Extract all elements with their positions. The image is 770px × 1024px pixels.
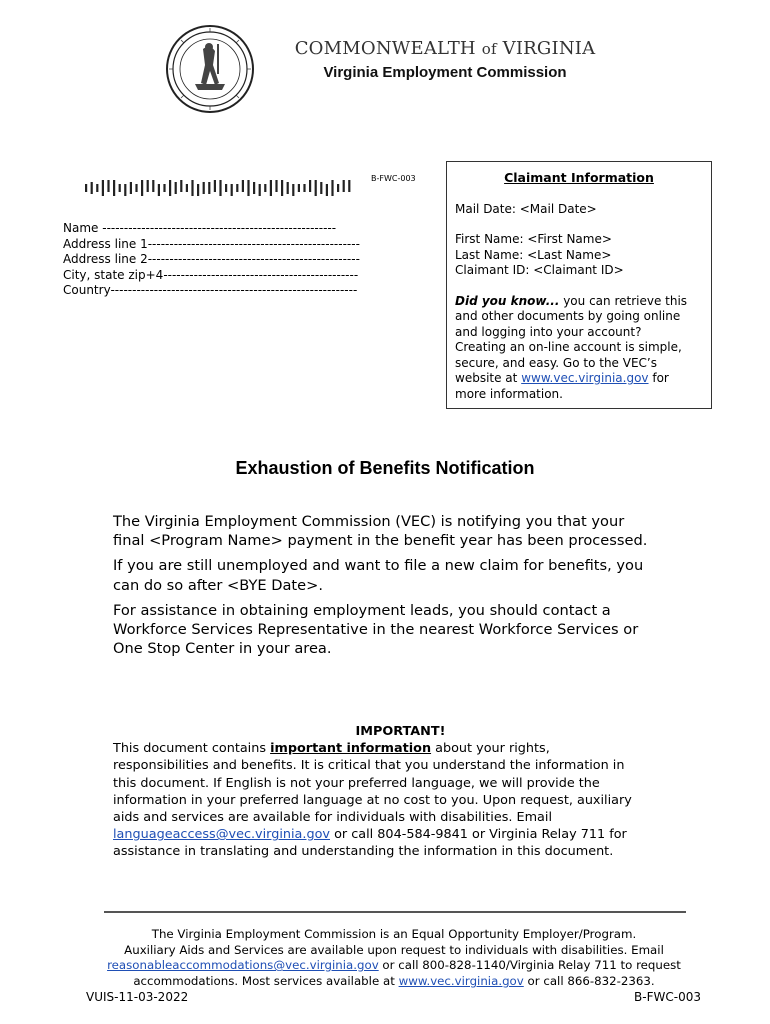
important-text: This document contains (113, 741, 271, 757)
footer-line-3 (80, 958, 708, 974)
commonwealth-heading (280, 38, 610, 59)
important-text: about your rights, (431, 741, 550, 757)
claimant-info-box (446, 161, 712, 409)
state-word: VIRGINIA (502, 38, 596, 59)
address-block (63, 221, 443, 299)
body-line: If you are still unemployed and want to file a new claim for benefits, you (113, 557, 644, 575)
footer-text (80, 927, 708, 989)
last-name: Last Name: <Last Name> (455, 247, 612, 262)
tip-line-2: and other documents by going online (455, 309, 681, 323)
address-label: City, state zip+4 (63, 267, 164, 282)
accommodations-email-link[interactable]: reasonableaccommodations@vec.virginia.gov (107, 958, 379, 973)
of-word: of (481, 40, 497, 58)
address-name-line (63, 221, 443, 237)
address-dashes: ------------------------------------------------- (147, 252, 360, 266)
important-line-4: information in your preferred language at no cost to you. Upon request, auxiliary (113, 792, 632, 808)
address-label: Address line 2 (63, 252, 148, 266)
tip-text: you can retrieve this (559, 293, 688, 308)
tip-line-1 (455, 294, 703, 310)
footer-line-1: The Virginia Employment Commission is an Equal Opportunity Employer/Program. (151, 927, 637, 941)
virginia-state-seal-icon (165, 24, 255, 114)
first-name: First Name: <First Name> (455, 232, 612, 246)
commonwealth-word: COMMONWEALTH (294, 38, 476, 59)
footer-line-4 (80, 974, 708, 990)
form-code-bottom: B-FWC-003 (634, 990, 701, 1004)
important-line-2: responsibilities and benefits. It is critical that you understand the information in (113, 758, 625, 774)
footer-divider (104, 911, 686, 913)
important-line-6 (113, 826, 688, 843)
barcode-icon (84, 180, 364, 196)
agency-name: Virginia Employment Commission (323, 64, 567, 81)
paragraph-1 (113, 512, 688, 550)
tip-line-5: secure, and easy. Go to the VEC’s (455, 355, 657, 370)
important-line-1 (113, 740, 688, 757)
document-title: Exhaustion of Benefits Notification (235, 458, 535, 478)
footer-text: or call 866-832-2363. (523, 973, 655, 988)
footer-line-2: Auxiliary Aids and Services are available upon request to individuals with disabilities. Email (124, 942, 664, 957)
address-label: Address line 1 (63, 236, 148, 251)
important-heading: IMPORTANT! (355, 724, 446, 739)
vec-website-link[interactable]: www.vec.virginia.gov (521, 371, 649, 385)
form-version-code: VUIS-11-03-2022 (86, 990, 189, 1004)
address-label: Name (63, 221, 99, 235)
footer-text: accommodations. Most services available at (133, 973, 399, 988)
address-label: Country (63, 283, 111, 297)
tip-line-6 (455, 371, 703, 387)
paragraph-3 (113, 601, 688, 659)
notification-body (113, 512, 688, 664)
important-information-emphasis: important information (270, 741, 432, 757)
body-line: can do so after <BYE Date>. (113, 576, 323, 594)
address-dashes: ------------------------------------------------- (147, 236, 360, 251)
form-code-top: B-FWC-003 (371, 174, 416, 183)
did-you-know: Did you know... (455, 293, 560, 308)
claimant-id: Claimant ID: <Claimant ID> (455, 263, 624, 277)
tip-text: for (648, 371, 669, 385)
address-line-1 (63, 237, 443, 253)
address-dashes: --------------------------------------------- (163, 267, 359, 282)
mail-date: Mail Date: <Mail Date> (455, 201, 597, 216)
footer-text: or call 800-828-1140/Virginia Relay 711 to request (378, 958, 681, 973)
important-line-7: assistance in translating and understanding the information in this document. (113, 844, 614, 860)
footer-vec-website-link[interactable]: www.vec.virginia.gov (398, 973, 524, 988)
language-access-email-link[interactable]: languageaccess@vec.virginia.gov (113, 827, 330, 843)
tip-line-7: more information. (455, 386, 563, 401)
body-line: For assistance in obtaining employment leads, you should contact a (113, 601, 611, 619)
body-line: Workforce Services Representative in the nearest Workforce Services or (113, 621, 639, 639)
important-text: or call 804-584-9841 or Virginia Relay 711 for (330, 827, 627, 843)
address-city-line (63, 268, 443, 284)
important-line-5: aids and services are available for individuals with disabilities. Email (113, 810, 553, 826)
paragraph-2 (113, 556, 688, 594)
important-line-3: this document. If English is not your preferred language, we will provide the (113, 775, 600, 791)
claimant-info-title: Claimant Information (504, 170, 654, 185)
body-line: One Stop Center in your area. (113, 640, 332, 658)
address-country-line (63, 283, 443, 299)
body-line: final <Program Name> payment in the benefit year has been processed. (113, 532, 648, 550)
address-dashes: ------------------------------------------------------ (102, 221, 337, 235)
important-notice (113, 723, 688, 861)
address-line-2 (63, 252, 443, 268)
tip-text: website at (455, 371, 522, 385)
body-line: The Virginia Employment Commission (VEC) is notifying you that your (113, 513, 625, 530)
tip-line-4: Creating an on-line account is simple, (455, 340, 682, 354)
tip-line-3: and logging into your account? (455, 324, 642, 339)
address-dashes: --------------------------------------------------------- (110, 283, 358, 297)
